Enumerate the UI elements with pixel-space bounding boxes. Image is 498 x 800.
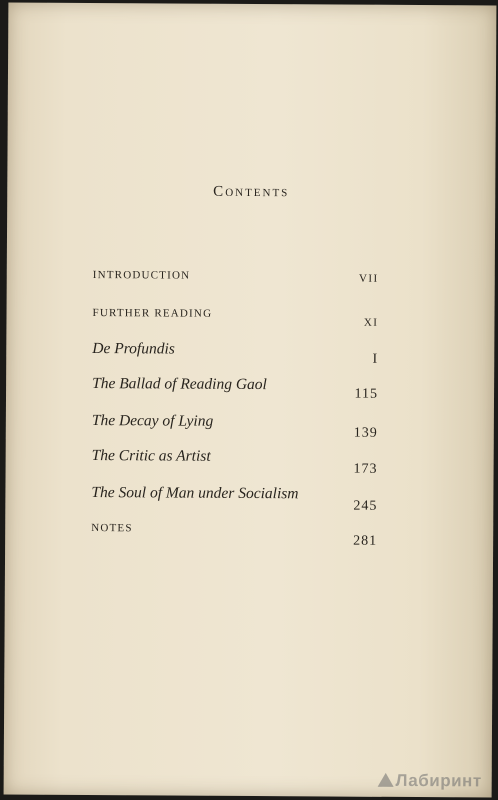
contents-heading: Contents [213,183,290,201]
toc-entry [91,447,378,477]
toc-entry [91,412,378,441]
book-page [4,3,497,798]
toc-entry-page: VII [358,272,379,285]
toc-entry-title: FURTHER READING [92,307,213,320]
toc-entry [92,375,379,402]
toc-entry-title: NOTES [91,522,133,535]
toc-entry-title: The Ballad of Reading Gaol [92,375,267,394]
toc-entry-page: 173 [353,461,378,477]
toc-entry [91,522,378,549]
toc-entry [93,269,379,293]
toc-entry-page: 139 [353,425,378,441]
toc-entry-page: 281 [353,533,378,549]
toc-entry-page: I [372,351,379,367]
toc-entry-page: 115 [354,386,379,402]
toc-entry [91,484,378,514]
toc-entry [92,340,379,367]
watermark-logo-icon [377,773,393,787]
toc-entry-title: The Decay of Lying [91,412,214,430]
toc-entry-page: 245 [353,498,378,514]
toc-entry-title: The Critic as Artist [91,447,211,465]
toc-entry [92,307,378,331]
publisher-watermark [377,771,481,792]
toc-entry-title: De Profundis [92,340,175,358]
watermark-text: Лабиринт [395,770,482,791]
toc-entry-title: The Soul of Man under Socialism [91,484,299,503]
toc-entry-page: XI [363,316,379,329]
toc-entry-title: INTRODUCTION [92,269,191,282]
